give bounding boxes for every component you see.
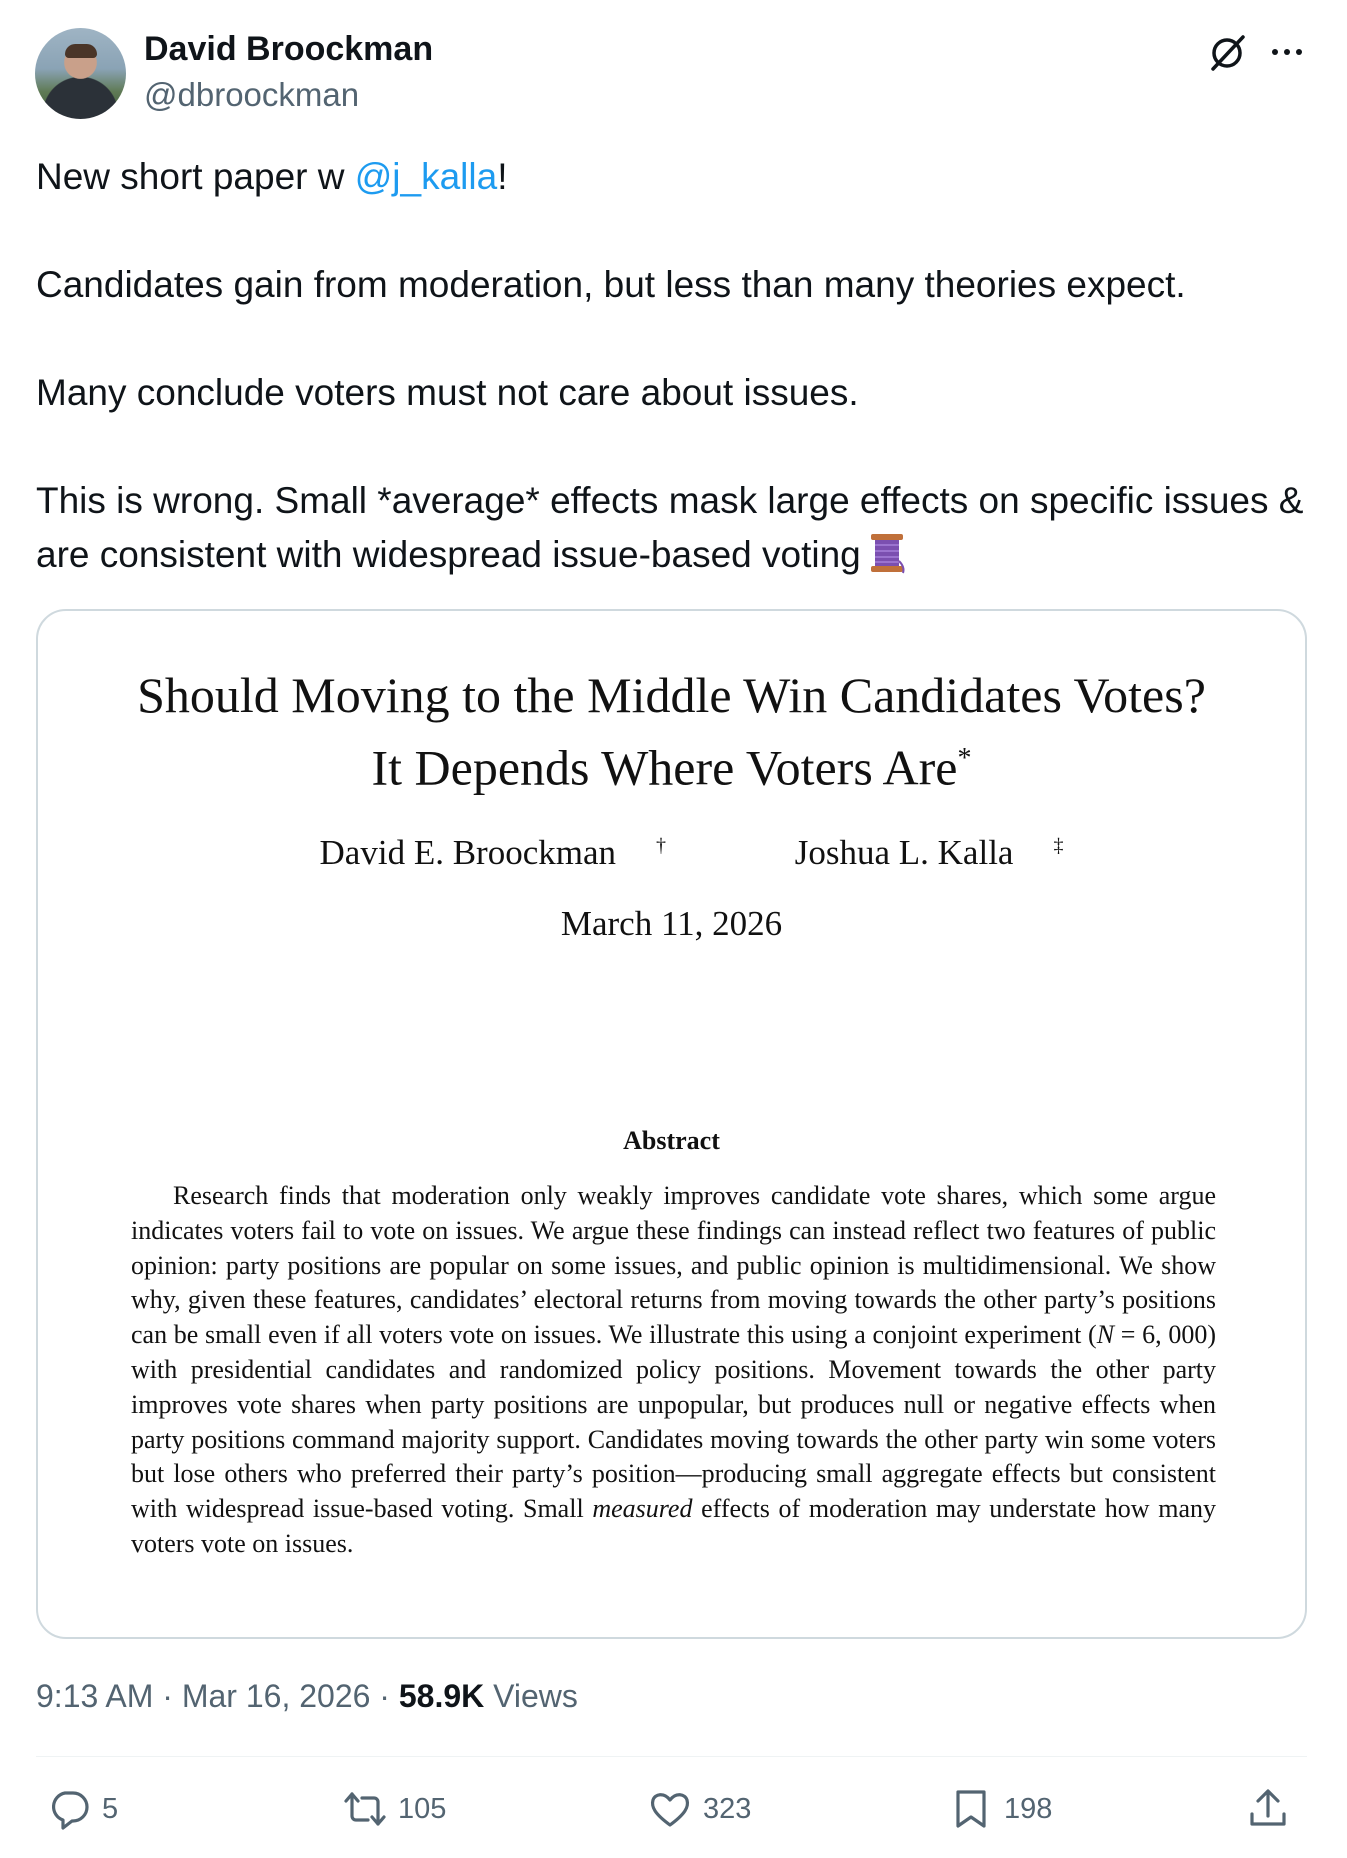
author-name[interactable]: David Broockman (144, 30, 434, 68)
meta-separator: · (153, 1678, 182, 1714)
abstract-part: effects of moderation may understate how many voters vote on issues. (131, 1494, 1216, 1558)
abstract-part: = 6, 000) with presidential candidates and randomized policy positions. Movement towards the other party improves vote shares when party positions are unpopular, but produces null or negative effects when party positions command majority support. Candidates moving towards the other party win some voters but lose others who preferred their party’s position—producing small aggregate effects but consistent with widespread issue-based voting. Small (131, 1320, 1217, 1524)
abstract-part: Research finds that moderation only weakly improves candidate vote shares, which some argue indicates voters fail to vote on issues. We argue these findings can instead reflect two features of public opinion: party positions are popular on some issues, and public opinion is multidimensional. We show why, given these features, candidates’ electoral returns from moving towards the other party’s positions can be small even if all voters vote on issues. We illustrate this using a conjoint experiment ( (131, 1181, 1216, 1350)
meta-separator: · (370, 1678, 399, 1714)
abstract-math: N (1096, 1320, 1115, 1350)
paper-title (38, 663, 1305, 800)
like-count: 323 (703, 1792, 752, 1825)
tweet-text-line: New short paper w (36, 156, 355, 197)
heart-icon (647, 1786, 693, 1832)
paper-image[interactable] (36, 609, 1307, 1639)
abstract-text (131, 1179, 1216, 1562)
bookmark-icon (948, 1786, 994, 1832)
footnote-mark: ‡ (1053, 834, 1064, 857)
tweet-text-line: Candidates gain from moderation, but less than many theories expect. (36, 264, 1186, 305)
tweet-text-line: ! (497, 156, 508, 197)
footnote-mark: * (957, 743, 972, 774)
more-icon[interactable] (1265, 30, 1309, 74)
grok-icon[interactable] (1205, 30, 1249, 74)
mention-link[interactable]: @j_kalla (354, 156, 498, 197)
tweet-text (36, 150, 1306, 582)
tweet-text-line: This is wrong. Small *average* effects mask large effects on specific issues & are consistent with widespread issue-based voting (36, 480, 1304, 575)
reply-count: 5 (102, 1792, 119, 1825)
share-button[interactable] (1245, 1783, 1301, 1835)
bookmark-count: 198 (1004, 1792, 1053, 1825)
paper-title-line: It Depends Where Voters Are (371, 739, 958, 796)
abstract-heading: Abstract (623, 1126, 720, 1155)
author-handle[interactable]: @dbroockman (144, 76, 360, 113)
repost-count: 105 (398, 1792, 447, 1825)
views-label: Views (484, 1678, 578, 1714)
bookmark-button[interactable] (948, 1783, 1052, 1835)
tweet-time[interactable]: 9:13 AM (36, 1678, 154, 1714)
like-button[interactable] (647, 1783, 751, 1835)
reply-icon (46, 1786, 92, 1832)
footnote-mark: † (656, 834, 666, 857)
views-count: 58.9K (398, 1678, 485, 1714)
tweet-meta (36, 1678, 578, 1715)
avatar[interactable] (35, 28, 126, 119)
thread-spool-icon (867, 531, 907, 575)
tweet-text-line: Many conclude voters must not care about issues. (36, 372, 859, 413)
paper-authors (38, 833, 1305, 873)
repost-icon (342, 1786, 388, 1832)
paper-date: March 11, 2026 (560, 904, 783, 943)
divider (36, 1756, 1307, 1757)
paper-author: Joshua L. Kalla (794, 833, 1014, 872)
paper-author: David E. Broockman (319, 833, 616, 872)
tweet-date[interactable]: Mar 16, 2026 (181, 1678, 371, 1714)
paper-title-line: Should Moving to the Middle Win Candidates Votes? (137, 667, 1206, 723)
abstract-emphasis: measured (592, 1494, 693, 1524)
reply-button[interactable] (46, 1783, 118, 1835)
share-icon (1245, 1786, 1291, 1832)
repost-button[interactable] (342, 1783, 446, 1835)
